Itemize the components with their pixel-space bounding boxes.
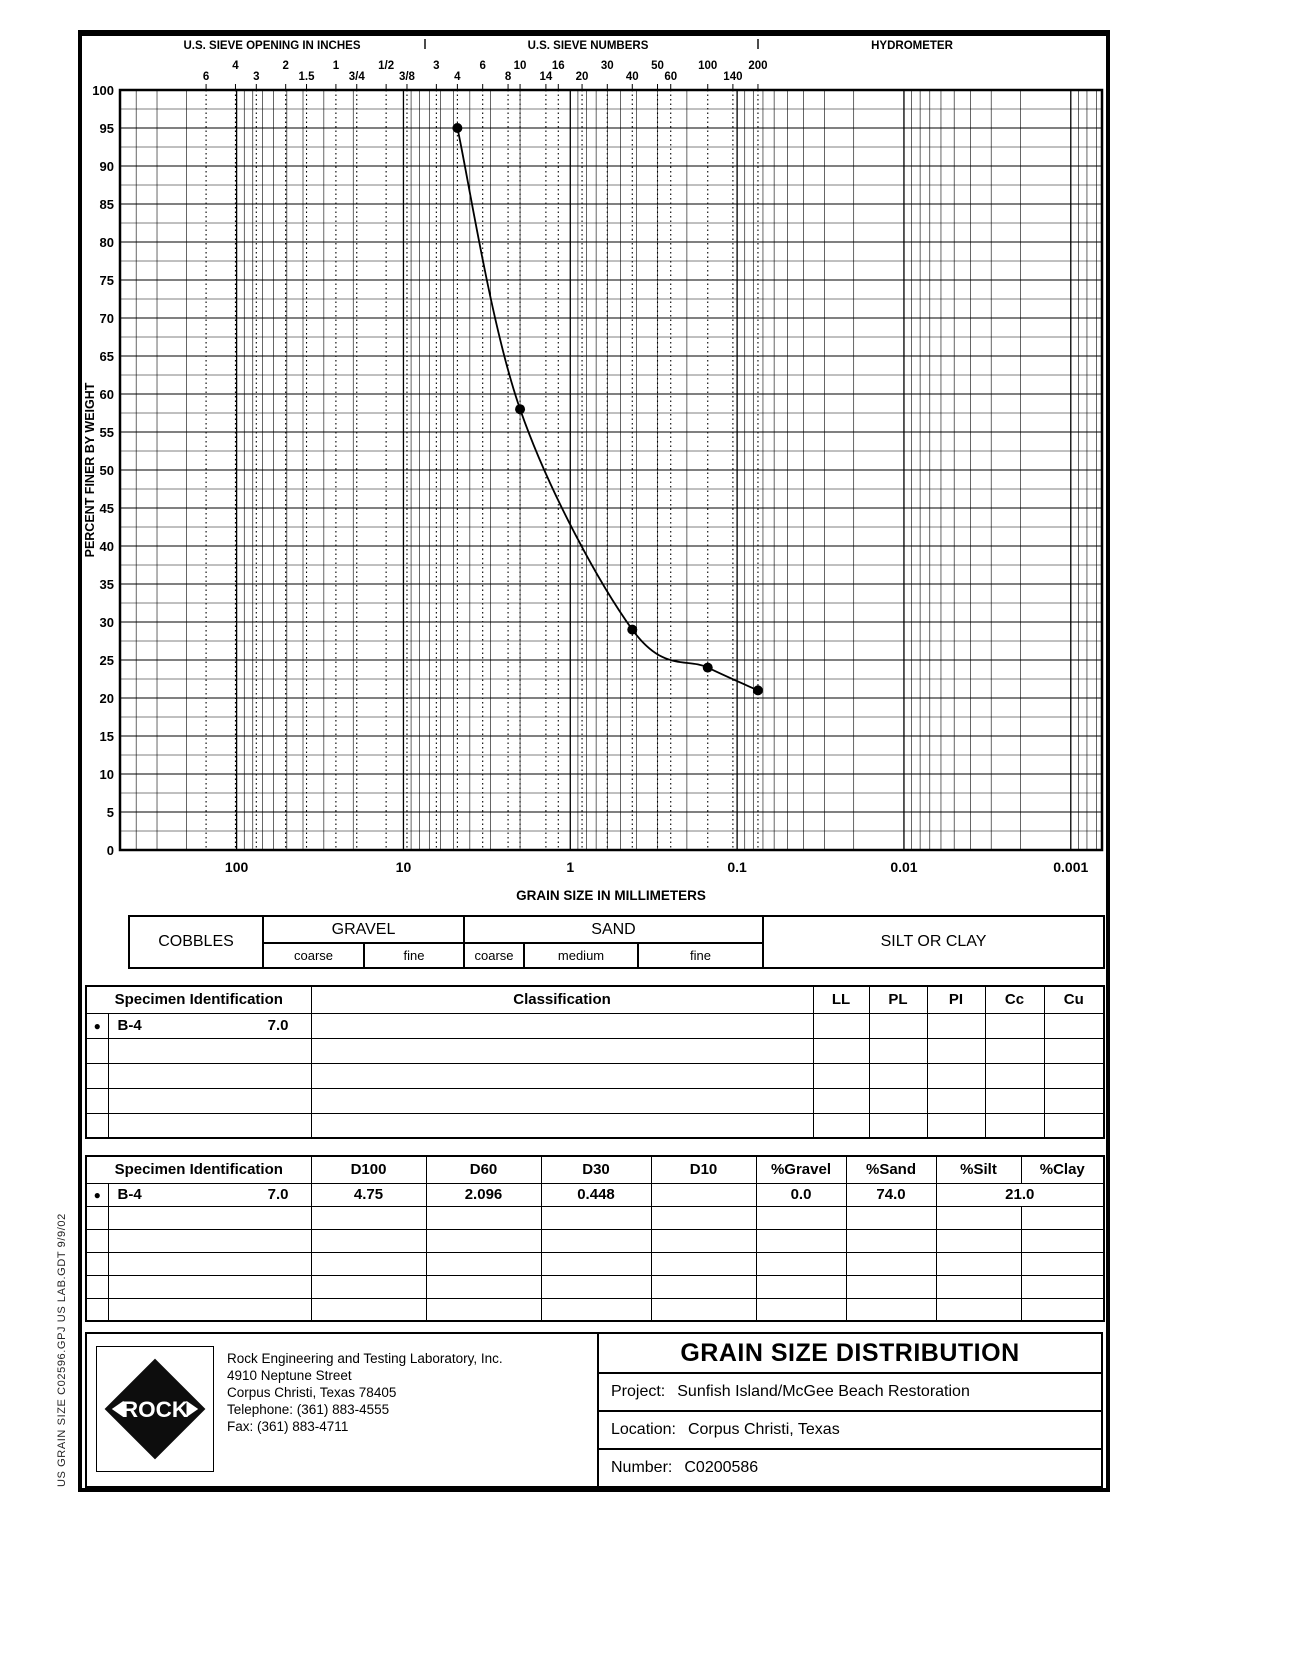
empty-cell xyxy=(936,1206,1021,1229)
y-tick-label: 90 xyxy=(99,159,114,174)
company-phone: Telephone: (361) 883-4555 xyxy=(227,1402,390,1417)
empty-cell xyxy=(1044,1113,1104,1138)
report-frame xyxy=(78,30,1110,1492)
empty-row xyxy=(86,1252,1104,1275)
empty-row xyxy=(86,1275,1104,1298)
col-classification: Classification xyxy=(311,986,813,1013)
empty-cell xyxy=(86,1252,108,1275)
sieve-label: 4 xyxy=(454,71,461,83)
empty-cell xyxy=(985,1063,1044,1088)
classification-value xyxy=(311,1013,813,1038)
empty-cell xyxy=(936,1229,1021,1252)
data-point xyxy=(515,404,525,414)
empty-cell xyxy=(1021,1298,1104,1321)
empty-cell xyxy=(985,1113,1044,1138)
empty-cell xyxy=(426,1298,541,1321)
fines-value: 21.0 xyxy=(936,1183,1104,1206)
report-title: GRAIN SIZE DISTRIBUTION xyxy=(599,1334,1101,1374)
y-tick-label: 35 xyxy=(99,577,114,592)
series-symbol: ● xyxy=(86,1013,108,1038)
gravel-fine-label: fine xyxy=(364,943,464,968)
empty-cell xyxy=(541,1252,651,1275)
sieve-label: 16 xyxy=(551,60,565,72)
sieve-label: 30 xyxy=(600,60,614,72)
x-tick-label: 100 xyxy=(224,859,249,875)
empty-cell xyxy=(86,1038,108,1063)
empty-cell xyxy=(869,1063,927,1088)
d100-value: 4.75 xyxy=(311,1183,426,1206)
empty-cell xyxy=(1021,1229,1104,1252)
y-tick-label: 50 xyxy=(99,463,114,478)
sieve-label: 3/8 xyxy=(398,71,415,83)
col-d60: D60 xyxy=(426,1156,541,1183)
y-tick-label: 25 xyxy=(99,653,114,668)
y-tick-label: 80 xyxy=(99,235,114,250)
pi-value xyxy=(927,1013,985,1038)
empty-cell xyxy=(813,1063,869,1088)
empty-cell xyxy=(936,1252,1021,1275)
classification-header-row xyxy=(86,986,1104,1013)
empty-cell xyxy=(846,1298,936,1321)
specimen-id: B-4 xyxy=(117,1186,142,1203)
x-tick-label: 10 xyxy=(395,859,412,875)
number-row xyxy=(599,1450,1101,1486)
company-name: Rock Engineering and Testing Laboratory, Inc. xyxy=(227,1351,503,1366)
company-address xyxy=(227,1350,503,1435)
empty-cell xyxy=(1044,1063,1104,1088)
sieve-label: 60 xyxy=(664,71,678,83)
empty-cell xyxy=(756,1229,846,1252)
col-cc: Cc xyxy=(985,986,1044,1013)
y-tick-label: 10 xyxy=(99,767,114,782)
empty-row xyxy=(86,1088,1104,1113)
sieve-label: 6 xyxy=(202,71,210,83)
data-point xyxy=(703,663,713,673)
empty-cell xyxy=(426,1252,541,1275)
col-d100: D100 xyxy=(311,1156,426,1183)
grain-size-chart xyxy=(82,36,1106,916)
x-tick-label: 0.1 xyxy=(727,859,747,875)
empty-cell xyxy=(86,1206,108,1229)
pl-value xyxy=(869,1013,927,1038)
company-street: 4910 Neptune Street xyxy=(227,1368,352,1383)
col-specimen-identification: Specimen Identification xyxy=(86,1156,311,1183)
empty-cell xyxy=(108,1206,311,1229)
location-value: Corpus Christi, Texas xyxy=(687,1421,840,1438)
empty-row xyxy=(86,1229,1104,1252)
empty-cell xyxy=(927,1088,985,1113)
col-pi: PI xyxy=(927,986,985,1013)
data-point xyxy=(627,625,637,635)
y-tick-label: 20 xyxy=(99,691,114,706)
empty-cell xyxy=(426,1229,541,1252)
sieve-label: 200 xyxy=(748,60,768,72)
col-cu: Cu xyxy=(1044,986,1104,1013)
sieve-label: 3 xyxy=(433,60,440,72)
sieve-label: 20 xyxy=(575,71,589,83)
empty-cell xyxy=(541,1229,651,1252)
empty-cell xyxy=(86,1088,108,1113)
empty-cell xyxy=(756,1252,846,1275)
col-gravel: %Gravel xyxy=(756,1156,846,1183)
logo-text: ROCK xyxy=(121,1397,189,1423)
empty-cell xyxy=(927,1038,985,1063)
empty-cell xyxy=(756,1275,846,1298)
col-d30: D30 xyxy=(541,1156,651,1183)
location-label: Location: xyxy=(611,1421,676,1438)
empty-row xyxy=(86,1038,1104,1063)
empty-cell xyxy=(1044,1088,1104,1113)
sieve-label: 1/2 xyxy=(378,60,395,72)
empty-cell xyxy=(846,1206,936,1229)
sieve-label: 3 xyxy=(253,71,260,83)
empty-cell xyxy=(311,1252,426,1275)
empty-cell xyxy=(311,1038,813,1063)
x-tick-label: 0.01 xyxy=(890,859,918,875)
empty-cell xyxy=(108,1229,311,1252)
title-block-footer xyxy=(85,1332,1103,1488)
empty-cell xyxy=(869,1113,927,1138)
y-tick-label: 75 xyxy=(99,273,114,288)
cu-value xyxy=(1044,1013,1104,1038)
empty-cell xyxy=(936,1298,1021,1321)
empty-cell xyxy=(936,1275,1021,1298)
number-label: Number: xyxy=(611,1459,673,1476)
empty-cell xyxy=(1021,1252,1104,1275)
empty-cell xyxy=(985,1088,1044,1113)
gravel-coarse-label: coarse xyxy=(263,943,364,968)
empty-cell xyxy=(108,1252,311,1275)
empty-cell xyxy=(108,1298,311,1321)
empty-cell xyxy=(651,1275,756,1298)
col-specimen-identification: Specimen Identification xyxy=(86,986,311,1013)
project-value: Sunfish Island/McGee Beach Restoration xyxy=(677,1383,970,1400)
empty-cell xyxy=(541,1206,651,1229)
y-tick-label: 100 xyxy=(92,83,114,98)
empty-cell xyxy=(426,1206,541,1229)
empty-cell xyxy=(813,1113,869,1138)
sieve-label: 8 xyxy=(504,71,512,83)
company-fax: Fax: (361) 883-4711 xyxy=(227,1419,349,1434)
col-ll: LL xyxy=(813,986,869,1013)
project-row xyxy=(599,1374,1101,1412)
empty-cell xyxy=(86,1298,108,1321)
data-point xyxy=(452,123,462,133)
sieve-label: 4 xyxy=(232,60,239,72)
results-row-b4 xyxy=(86,1183,1104,1206)
empty-cell xyxy=(311,1063,813,1088)
sieve-label: 6 xyxy=(479,60,486,72)
empty-cell xyxy=(541,1298,651,1321)
empty-cell xyxy=(86,1229,108,1252)
project-label: Project: xyxy=(611,1383,666,1400)
empty-cell xyxy=(311,1275,426,1298)
empty-cell xyxy=(846,1229,936,1252)
sieve-label: 3/4 xyxy=(348,71,365,83)
empty-row xyxy=(86,1113,1104,1138)
specimen-cell xyxy=(108,1183,311,1206)
empty-cell xyxy=(86,1275,108,1298)
empty-cell xyxy=(813,1088,869,1113)
empty-cell xyxy=(756,1298,846,1321)
empty-cell xyxy=(426,1275,541,1298)
x-tick-label: 0.001 xyxy=(1053,859,1089,875)
specimen-depth: 7.0 xyxy=(267,1186,289,1203)
empty-cell xyxy=(108,1063,311,1088)
empty-cell xyxy=(311,1088,813,1113)
empty-cell xyxy=(108,1038,311,1063)
axis-section-header: U.S. SIEVE NUMBERS xyxy=(527,40,649,52)
empty-row xyxy=(86,1298,1104,1321)
y-tick-label: 85 xyxy=(99,197,114,212)
x-axis-title: GRAIN SIZE IN MILLIMETERS xyxy=(516,888,706,903)
empty-cell xyxy=(86,1063,108,1088)
sand-fine-label: fine xyxy=(638,943,763,968)
series-symbol: ● xyxy=(86,1183,108,1206)
y-tick-label: 45 xyxy=(99,501,114,516)
sand-medium-label: medium xyxy=(524,943,638,968)
company-block xyxy=(87,1334,599,1486)
logo-box xyxy=(96,1346,214,1472)
empty-cell xyxy=(311,1113,813,1138)
empty-row xyxy=(86,1206,1104,1229)
empty-cell xyxy=(108,1275,311,1298)
sand-coarse-label: coarse xyxy=(464,943,524,968)
data-point xyxy=(753,685,763,695)
gravel-value: 0.0 xyxy=(756,1183,846,1206)
sieve-label: 14 xyxy=(539,71,553,83)
empty-cell xyxy=(1021,1275,1104,1298)
empty-cell xyxy=(813,1038,869,1063)
sieve-label: 2 xyxy=(282,60,289,72)
y-axis-title: PERCENT FINER BY WEIGHT xyxy=(83,382,97,558)
results-table xyxy=(85,1155,1105,1322)
specimen-id: B-4 xyxy=(117,1017,142,1034)
empty-cell xyxy=(846,1252,936,1275)
cc-value xyxy=(985,1013,1044,1038)
classification-row-b4 xyxy=(86,1013,1104,1038)
x-tick-label: 1 xyxy=(566,859,575,875)
texture-sand-label: SAND xyxy=(464,916,763,943)
empty-cell xyxy=(86,1113,108,1138)
empty-cell xyxy=(311,1229,426,1252)
y-tick-label: 30 xyxy=(99,615,114,630)
texture-silt-or-clay-label: SILT OR CLAY xyxy=(763,916,1104,968)
y-tick-label: 60 xyxy=(99,387,114,402)
report-title-block xyxy=(599,1334,1101,1486)
empty-cell xyxy=(311,1206,426,1229)
y-tick-label: 55 xyxy=(99,425,114,440)
classification-table xyxy=(85,985,1105,1139)
sieve-label: 1.5 xyxy=(298,71,315,83)
y-tick-label: 65 xyxy=(99,349,114,364)
texture-classification-bar xyxy=(128,915,1105,969)
ll-value xyxy=(813,1013,869,1038)
side-filename-label: US GRAIN SIZE C02596.GPJ US LAB.GDT 9/9/02 xyxy=(56,1213,68,1487)
col-sand: %Sand xyxy=(846,1156,936,1183)
y-tick-label: 70 xyxy=(99,311,114,326)
y-tick-label: 15 xyxy=(99,729,114,744)
y-tick-label: 95 xyxy=(99,121,114,136)
empty-cell xyxy=(869,1088,927,1113)
col-d10: D10 xyxy=(651,1156,756,1183)
col-pl: PL xyxy=(869,986,927,1013)
empty-cell xyxy=(541,1275,651,1298)
col-silt: %Silt xyxy=(936,1156,1021,1183)
results-header-row xyxy=(86,1156,1104,1183)
empty-cell xyxy=(108,1113,311,1138)
empty-cell xyxy=(756,1206,846,1229)
empty-cell xyxy=(108,1088,311,1113)
company-city: Corpus Christi, Texas 78405 xyxy=(227,1385,397,1400)
sieve-label: 100 xyxy=(698,60,718,72)
d10-value xyxy=(651,1183,756,1206)
y-tick-label: 40 xyxy=(99,539,114,554)
sieve-label: 40 xyxy=(625,71,639,83)
empty-row xyxy=(86,1063,1104,1088)
empty-cell xyxy=(1044,1038,1104,1063)
texture-gravel-label: GRAVEL xyxy=(263,916,464,943)
sieve-label: 140 xyxy=(723,71,743,83)
y-tick-label: 5 xyxy=(106,805,114,820)
col-clay: %Clay xyxy=(1021,1156,1104,1183)
empty-cell xyxy=(311,1298,426,1321)
sieve-label: 10 xyxy=(513,60,527,72)
empty-cell xyxy=(927,1113,985,1138)
sieve-label: 1 xyxy=(332,60,340,72)
d60-value: 2.096 xyxy=(426,1183,541,1206)
axis-section-header: HYDROMETER xyxy=(871,40,953,52)
specimen-depth: 7.0 xyxy=(267,1017,289,1034)
rock-logo xyxy=(101,1355,209,1463)
empty-cell xyxy=(651,1229,756,1252)
empty-cell xyxy=(846,1275,936,1298)
empty-cell xyxy=(651,1252,756,1275)
empty-cell xyxy=(985,1038,1044,1063)
texture-cobbles-label: COBBLES xyxy=(129,916,263,968)
empty-cell xyxy=(869,1038,927,1063)
empty-cell xyxy=(927,1063,985,1088)
empty-cell xyxy=(651,1206,756,1229)
empty-cell xyxy=(1021,1206,1104,1229)
sand-value: 74.0 xyxy=(846,1183,936,1206)
axis-section-header: U.S. SIEVE OPENING IN INCHES xyxy=(183,40,361,52)
sieve-label: 50 xyxy=(651,60,664,72)
number-value: C0200586 xyxy=(684,1459,759,1476)
d30-value: 0.448 xyxy=(541,1183,651,1206)
y-tick-label: 0 xyxy=(106,843,114,858)
specimen-cell xyxy=(108,1013,311,1038)
empty-cell xyxy=(651,1298,756,1321)
location-row xyxy=(599,1412,1101,1450)
